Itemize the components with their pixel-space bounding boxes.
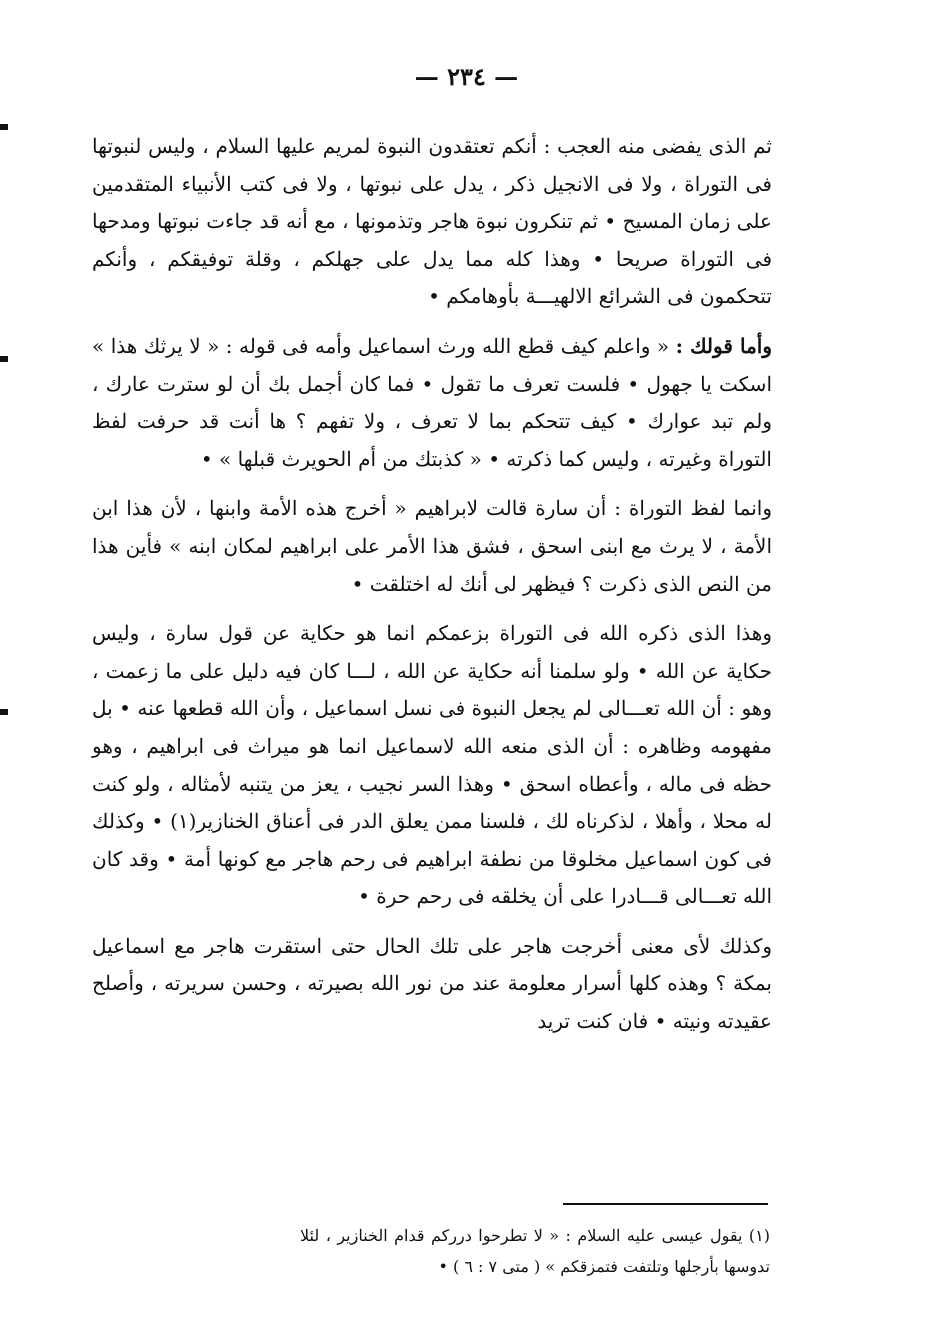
paragraph-2	[92, 328, 772, 478]
footnote-1: (١) يقول عيسى عليه السلام : « لا تطرحوا درركم قدام الخنازير ، لئلا تدوسها بأرجلها وتلتفت فتمزقكم » ( متى ٧ : ٦ ) •	[300, 1226, 770, 1276]
main-text	[92, 128, 772, 1041]
footnote-separator	[563, 1203, 768, 1205]
scan-edge-mark	[0, 124, 8, 130]
paragraph-5	[92, 928, 772, 1041]
footnotes	[300, 1220, 770, 1282]
paragraph-4-text: وهذا الذى ذكره الله فى التوراة بزعمكم انما هو حكاية عن قول سارة ، وليس حكاية عن الله • ولو سلمنا أنه حكاية عن الله ، لـــا كان فيه دليل على ما زعمت ، وهو : أن الله تعـــالى لم يجعل النبوة فى نسل اسماعيل ، وأن الله قطعها عنه • بل مفهومه وظاهره : أن الذى منعه الله لاسماعيل انما هو ميراث فى ابراهيم ، وهو حظه فى ماله ، وأعطاه اسحق • وهذا السر نجيب ، يعز من يتنبه لأمثاله ، ولو كنت له محلا ، وأهلا ، لذكرناه لك ، فلسنا ممن يعلق الدر فى أعناق الخنازير(١) • وكذلك فى كون اسماعيل مخلوقا من نطفة ابراهيم فى رحم هاجر مع كونها أمة • وقد كان الله تعـــالى قـــادرا على أن يخلقه فى رحم حرة •	[92, 621, 772, 909]
paragraph-3	[92, 490, 772, 603]
paragraph-1	[92, 128, 772, 316]
paragraph-5-text: وكذلك لأى معنى أخرجت هاجر على تلك الحال حتى استقرت هاجر مع اسماعيل بمكة ؟ وهذه كلها أسرار معلومة عند من نور الله بصيرته ، وحسن سريرته ، وأصلح عقيدته ونيته • فان كنت تريد	[92, 933, 772, 1034]
paragraph-2-text: « واعلم كيف قطع الله ورث اسماعيل وأمه فى قوله : « لا يرثك هذا » اسكت يا جهول • فلست تعرف ما تقول • فما كان أجمل بك أن لو سترت عارك ، ولم تبد عوارك • كيف تتحكم بما لا تعرف ، ولا تفهم ؟ ها أنت قد حرفت لفظ التوراة وغيرته ، وليس كما ذكرته • « كذبتك من أم الحويرث قبلها » •	[92, 333, 772, 471]
paragraph-1-text: ثم الذى يفضى منه العجب : أنكم تعتقدون النبوة لمريم عليها السلام ، وليس لنبوتها فى التوراة ، ولا فى الانجيل ذكر ، يدل على نبوتها ، ولا فى كتب الأنبياء المتقدمين على زمان المسيح • ثم تنكرون نبوة هاجر وتذمونها ، مع أنه قد جاءت نبوتها ومدحها فى التوراة صريحا • وهذا كله مما يدل على جهلكم ، وقلة توفيقكم ، وأنكم تتحكمون فى الشرائع الالهيـــة بأوهامكم •	[92, 134, 772, 309]
scan-edge-mark	[0, 356, 8, 362]
paragraph-2-lead: وأما قولك :	[675, 333, 773, 358]
paragraph-3-text: وانما لفظ التوراة : أن سارة قالت لابراهيم « أخرج هذه الأمة وابنها ، لأن هذا ابن الأمة ، لا يرث مع ابنى اسحق ، فشق هذا الأمر على ابراهيم لمكان ابنه » فأين هذا من النص الذى ذكرت ؟ فيظهر لى أنك له اختلقت •	[92, 496, 772, 596]
scan-edge-mark	[0, 709, 8, 715]
paragraph-4	[92, 615, 772, 916]
page-number: — ٢٣٤ —	[414, 62, 519, 91]
